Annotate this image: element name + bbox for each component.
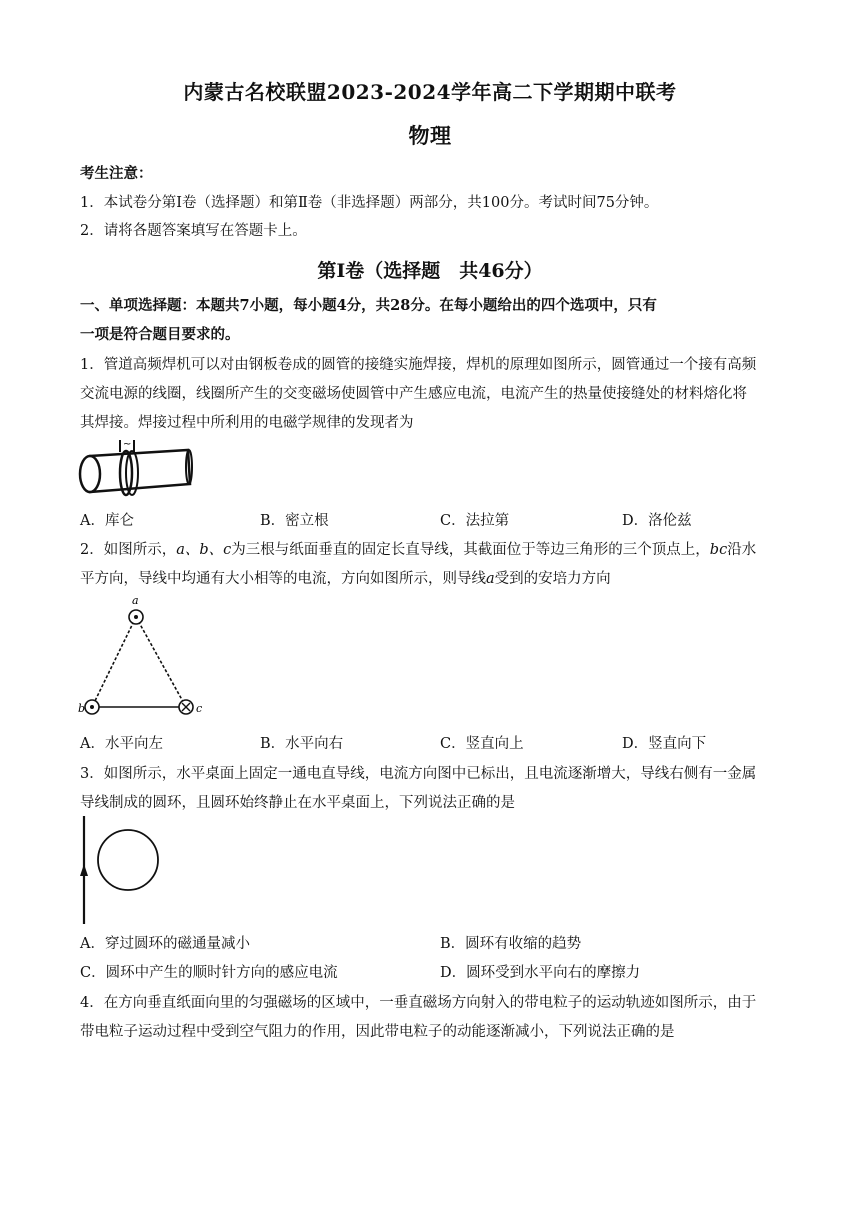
- q2-label-b: b: [78, 702, 86, 715]
- q1-option-b: B．密立根: [260, 513, 329, 529]
- q3-option-a: A．穿过圆环的磁通量减小: [80, 936, 250, 952]
- q3-option-d: D．圆环受到水平向右的摩擦力: [440, 965, 641, 981]
- notice-item-1: 1．本试卷分第Ⅰ卷（选择题）和第Ⅱ卷（非选择题）两部分，共100分。考试时间75分钟。: [80, 195, 659, 211]
- section-instruction-line2: 一项是符合题目要求的。: [80, 326, 240, 343]
- q2-vars-abc: a、b、c: [176, 542, 232, 558]
- q1-stem-line1: 1．管道高频焊机可以对由钢板卷成的圆管的接缝实施焊接，焊机的原理如图所示，圆管通过一个接有高频: [80, 357, 757, 373]
- section-instruction-line1: 一、单项选择题：本题共7小题，每小题4分，共28分。在每小题给出的四个选项中，只有: [80, 297, 657, 314]
- q2-text-2: 为三根与纸面垂直的固定长直导线，其截面位于等边三角形的三个顶点上，: [231, 542, 710, 558]
- q2-option-d: D．竖直向下: [622, 736, 707, 752]
- q2-stem-line2: [80, 567, 611, 588]
- notice-item-2: 2．请将各题答案填写在答题卡上。: [80, 223, 307, 239]
- q4-stem-line2: 带电粒子运动过程中受到空气阻力的作用，因此带电粒子的动能逐渐减小，下列说法正确的是: [80, 1024, 675, 1040]
- q2-option-c: C．竖直向上: [440, 736, 524, 752]
- q4-stem-line1: 4．在方向垂直纸面向里的匀强磁场的区域中，一垂直磁场方向射入的带电粒子的运动轨迹如图所示，由于: [80, 995, 757, 1011]
- q1-stem-line2: 交流电源的线圈，线圈所产生的交变磁场使圆管中产生感应电流，电流产生的热量使接缝处的材料熔化将: [80, 386, 747, 402]
- q2-var-a: a: [486, 571, 495, 587]
- q3-option-c: C．圆环中产生的顺时针方向的感应电流: [80, 965, 338, 981]
- q2-var-bc: bc: [709, 542, 728, 558]
- q1-option-d: D．洛伦兹: [622, 513, 692, 529]
- q2-text-3: 沿水: [727, 542, 757, 558]
- q2-option-a: A．水平向左: [80, 736, 163, 752]
- q3-stem-line1: 3．如图所示，水平桌面上固定一通电直导线，电流方向图中已标出，且电流逐渐增大，导线右侧有一金属: [80, 766, 757, 782]
- q1-stem-line3: 其焊接。焊接过程中所利用的电磁学规律的发现者为: [80, 415, 414, 431]
- q1-option-c: C．法拉第: [440, 513, 510, 529]
- q2-text-1: 2．如图所示，: [80, 542, 177, 558]
- q3-wire-ring-figure: [74, 814, 174, 928]
- section-title: 第Ⅰ卷（选择题 共46分）: [317, 260, 543, 282]
- q2-text-5: 受到的安培力方向: [494, 571, 611, 587]
- q1-welding-figure: [76, 436, 196, 500]
- q3-option-b: B．圆环有收缩的趋势: [440, 936, 582, 952]
- q1-option-a: A．库仑: [80, 513, 134, 529]
- q2-label-a: a: [132, 594, 139, 607]
- q2-option-b: B．水平向右: [260, 736, 344, 752]
- q2-stem-line1: [80, 538, 756, 559]
- q2-text-4: 平方向，导线中均通有大小相等的电流，方向如图所示，则导线: [80, 571, 486, 587]
- notice-heading: 考生注意：: [80, 165, 153, 182]
- q2-label-c: c: [196, 702, 203, 715]
- exam-subject: 物理: [408, 123, 452, 148]
- q3-stem-line2: 导线制成的圆环，且圆环始终静止在水平桌面上，下列说法正确的是: [80, 795, 515, 811]
- q2-triangle-figure: [76, 593, 216, 723]
- q1-ac-symbol: ~: [123, 439, 132, 450]
- exam-title: 内蒙古名校联盟2023-2024学年高二下学期期中联考: [183, 80, 677, 104]
